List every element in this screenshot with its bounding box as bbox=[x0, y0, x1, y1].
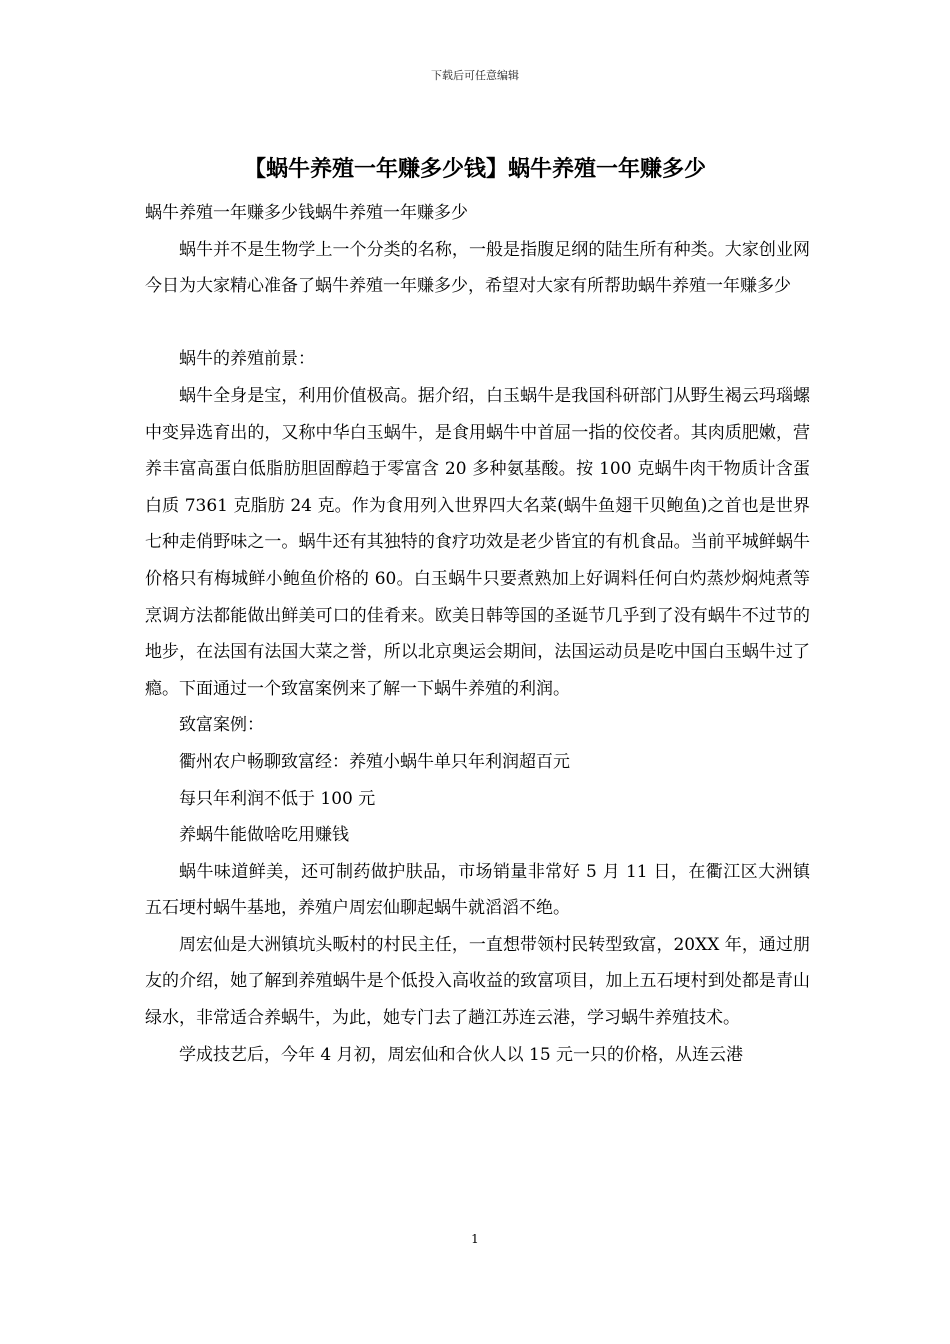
body-paragraph: 蜗牛全身是宝，利用价值极高。据介绍，白玉蜗牛是我国科研部门从野生褐云玛瑙螺中变异选育出的，又称中华白玉蜗牛，是食用蜗牛中首屈一指的佼佼者。其肉质肥嫩，营养丰富高蛋白低脂肪胆固醇趋于零富含 20 多种氨基酸。按 100 克蜗牛肉干物质计含蛋白质 7361 克脂肪 24 克。作为食用列入世界四大名菜(蜗牛鱼翅干贝鲍鱼)之首也是世界七种走俏野味之一。蜗牛还有其独特的食疗功效是老少皆宜的有机食品。当前平城鲜蜗牛价格只有梅城鲜小鲍鱼价格的 60。白玉蜗牛只要煮熟加上好调料任何白灼蒸炒焖炖煮等烹调方法都能做出鲜美可口的佳肴来。欧美日韩等国的圣诞节几乎到了没有蜗牛不过节的地步，在法国有法国大菜之誉，所以北京奥运会期间，法国运动员是吃中国白玉蜗牛过了瘾。下面通过一个致富案例来了解一下蜗牛养殖的利润。 bbox=[145, 385, 810, 699]
case-subheadline: 养蜗牛能做啥吃用赚钱 bbox=[179, 825, 349, 846]
document-title: 【蜗牛养殖一年赚多少钱】蜗牛养殖一年赚多少 bbox=[243, 156, 706, 182]
body-paragraph: 蜗牛养殖一年赚多少钱蜗牛养殖一年赚多少 bbox=[145, 203, 468, 223]
section-heading: 蜗牛的养殖前景： bbox=[179, 349, 315, 370]
body-paragraph: 周宏仙是大洲镇坑头畈村的村民主任，一直想带领村民转型致富，20XX 年，通过朋友的介绍，她了解到养殖蜗牛是个低投入高收益的致富项目，加上五石埂村到处都是青山绿水，非常适合养蜗牛，为此，她专门去了趟江苏连云港，学习蜗牛养殖技术。 bbox=[145, 934, 810, 1029]
header-note: 下载后可任意编辑 bbox=[431, 69, 519, 82]
body-paragraph: 蜗牛并不是生物学上一个分类的名称，一般是指腹足纲的陆生所有种类。大家创业网今日为大家精心准备了蜗牛养殖一年赚多少，希望对大家有所帮助蜗牛养殖一年赚多少 bbox=[145, 239, 810, 297]
body-paragraph: 学成技艺后，今年 4 月初，周宏仙和合伙人以 15 元一只的价格，从连云港 bbox=[179, 1044, 744, 1065]
document-body bbox=[145, 195, 810, 1073]
body-paragraph: 蜗牛味道鲜美，还可制药做护肤品，市场销量非常好 5 月 11 日，在衢江区大洲镇五石埂村蜗牛基地，养殖户周宏仙聊起蜗牛就滔滔不绝。 bbox=[145, 861, 810, 919]
page-number: 1 bbox=[471, 1232, 479, 1246]
blank-line bbox=[145, 305, 810, 342]
case-subheadline: 每只年利润不低于 100 元 bbox=[179, 788, 376, 809]
section-heading: 致富案例： bbox=[179, 715, 264, 736]
case-headline: 衢州农户畅聊致富经：养殖小蜗牛单只年利润超百元 bbox=[179, 751, 570, 772]
